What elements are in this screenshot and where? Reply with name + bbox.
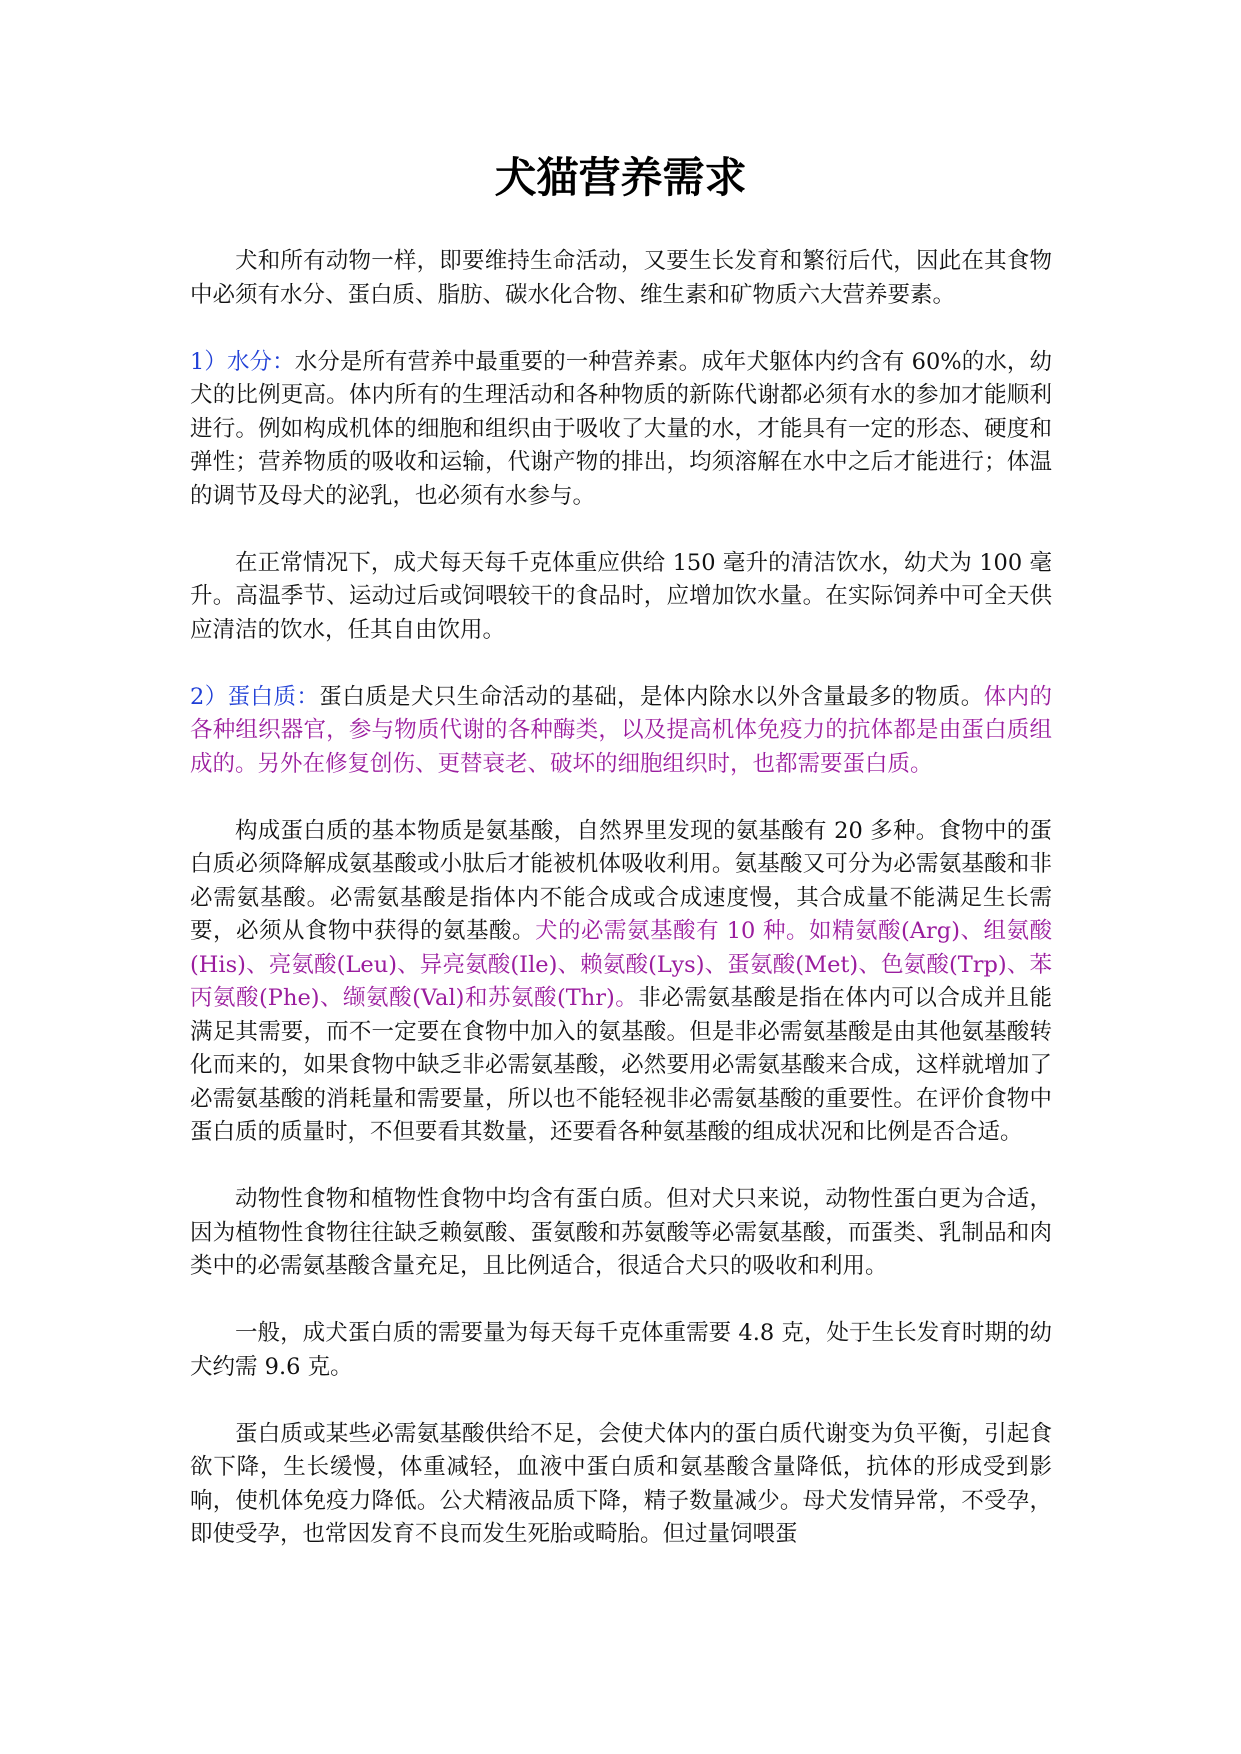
document-title: 犬猫营养需求	[494, 153, 747, 202]
paragraph-protein-text: 蛋白质是犬只生命活动的基础，是体内除水以外含量最多的物质。	[319, 683, 984, 710]
paragraph-amino-acids	[190, 815, 1052, 1150]
document-body	[190, 245, 1052, 1585]
paragraph-water-amount: 在正常情况下，成犬每天每千克体重应供给 150 毫升的清洁饮水，幼犬为 100 毫升。高温季节、运动过后或饲喂较干的食品时，应增加饮水量。在实际饲养中可全天供应清洁的饮水，任其自由饮用。	[190, 549, 1052, 643]
paragraph-protein-deficiency: 蛋白质或某些必需氨基酸供给不足，会使犬体内的蛋白质代谢变为负平衡，引起食欲下降，生长缓慢，体重减轻，血液中蛋白质和氨基酸含量降低，抗体的形成受到影响，使机体免疫力降低。公犬精液品质下降，精子数量减少。母犬发情异常，不受孕，即使受孕，也常因发育不良而发生死胎或畸胎。但过量饲喂蛋	[190, 1420, 1052, 1547]
paragraph-protein-amount: 一般，成犬蛋白质的需要量为每天每千克体重需要 4.8 克，处于生长发育时期的幼犬约需 9.6 克。	[190, 1320, 1052, 1380]
paragraph-protein-highlight: 体内的各种组织器官，参与物质代谢的各种酶类，以及提高机体免疫力的抗体都是由蛋白质组成的。另外在修复创伤、更替衰老、破坏的细胞组织时，也都需要蛋白质。	[190, 683, 1052, 777]
paragraph-amino-acids-highlight: 犬的必需氨基酸有 10 种。如精氨酸(Arg)、组氨酸(His)、亮氨酸(Leu)、异亮氨酸(Ile)、赖氨酸(Lys)、蛋氨酸(Met)、色氨酸(Trp)、苯丙氨酸(Phe)、缬氨酸(Val)和苏氨酸(Thr)。	[190, 918, 1052, 1011]
paragraph-water-text: 水分是所有营养中最重要的一种营养素。成年犬躯体内约含有 60%的水，幼犬的比例更高。体内所有的生理活动和各种物质的新陈代谢都必须有水的参加才能顺利进行。例如构成机体的细胞和组织由于吸收了大量的水，才能具有一定的形态、硬度和弹性；营养物质的吸收和运输，代谢产物的排出，均须溶解在水中之后才能进行；体温的调节及母犬的泌乳，也必须有水参与。	[190, 348, 1052, 509]
paragraph-amino-acids-text-before: 构成蛋白质的基本物质是氨基酸，自然界里发现的氨基酸有 20 多种。食物中的蛋白质必须降解成氨基酸或小肽后才能被机体吸收利用。氨基酸又可分为必需氨基酸和非必需氨基酸。必需氨基酸是指体内不能合成或合成速度慢，其合成量不能满足生长需要，必须从食物中获得的氨基酸。	[190, 817, 1052, 944]
paragraph-amino-acids-text-after: 非必需氨基酸是指在体内可以合成并且能满足其需要，而不一定要在食物中加入的氨基酸。但是非必需氨基酸是由其他氨基酸转化而来的，如果食物中缺乏非必需氨基酸，必然要用必需氨基酸来合成，这样就增加了必需氨基酸的消耗量和需要量，所以也不能轻视非必需氨基酸的重要性。在评价食物中蛋白质的质量时，不但要看其数量，还要看各种氨基酸的组成状况和比例是否合适。	[190, 985, 1052, 1145]
paragraph-protein	[190, 681, 1052, 782]
paragraph-water	[190, 346, 1052, 514]
paragraph-protein-sources: 动物性食物和植物性食物中均含有蛋白质。但对犬只来说，动物性蛋白更为合适，因为植物性食物往往缺乏赖氨酸、蛋氨酸和苏氨酸等必需氨基酸，而蛋类、乳制品和肉类中的必需氨基酸含量充足，且比例适合，很适合犬只的吸收和利用。	[190, 1186, 1052, 1279]
section-heading-water: 1）水分：	[190, 348, 295, 375]
paragraph-intro: 犬和所有动物一样，即要维持生命活动，又要生长发育和繁衍后代，因此在其食物中必须有水分、蛋白质、脂肪、碳水化合物、维生素和矿物质六大营养要素。	[190, 248, 1052, 308]
section-heading-protein: 2）蛋白质：	[190, 683, 320, 710]
